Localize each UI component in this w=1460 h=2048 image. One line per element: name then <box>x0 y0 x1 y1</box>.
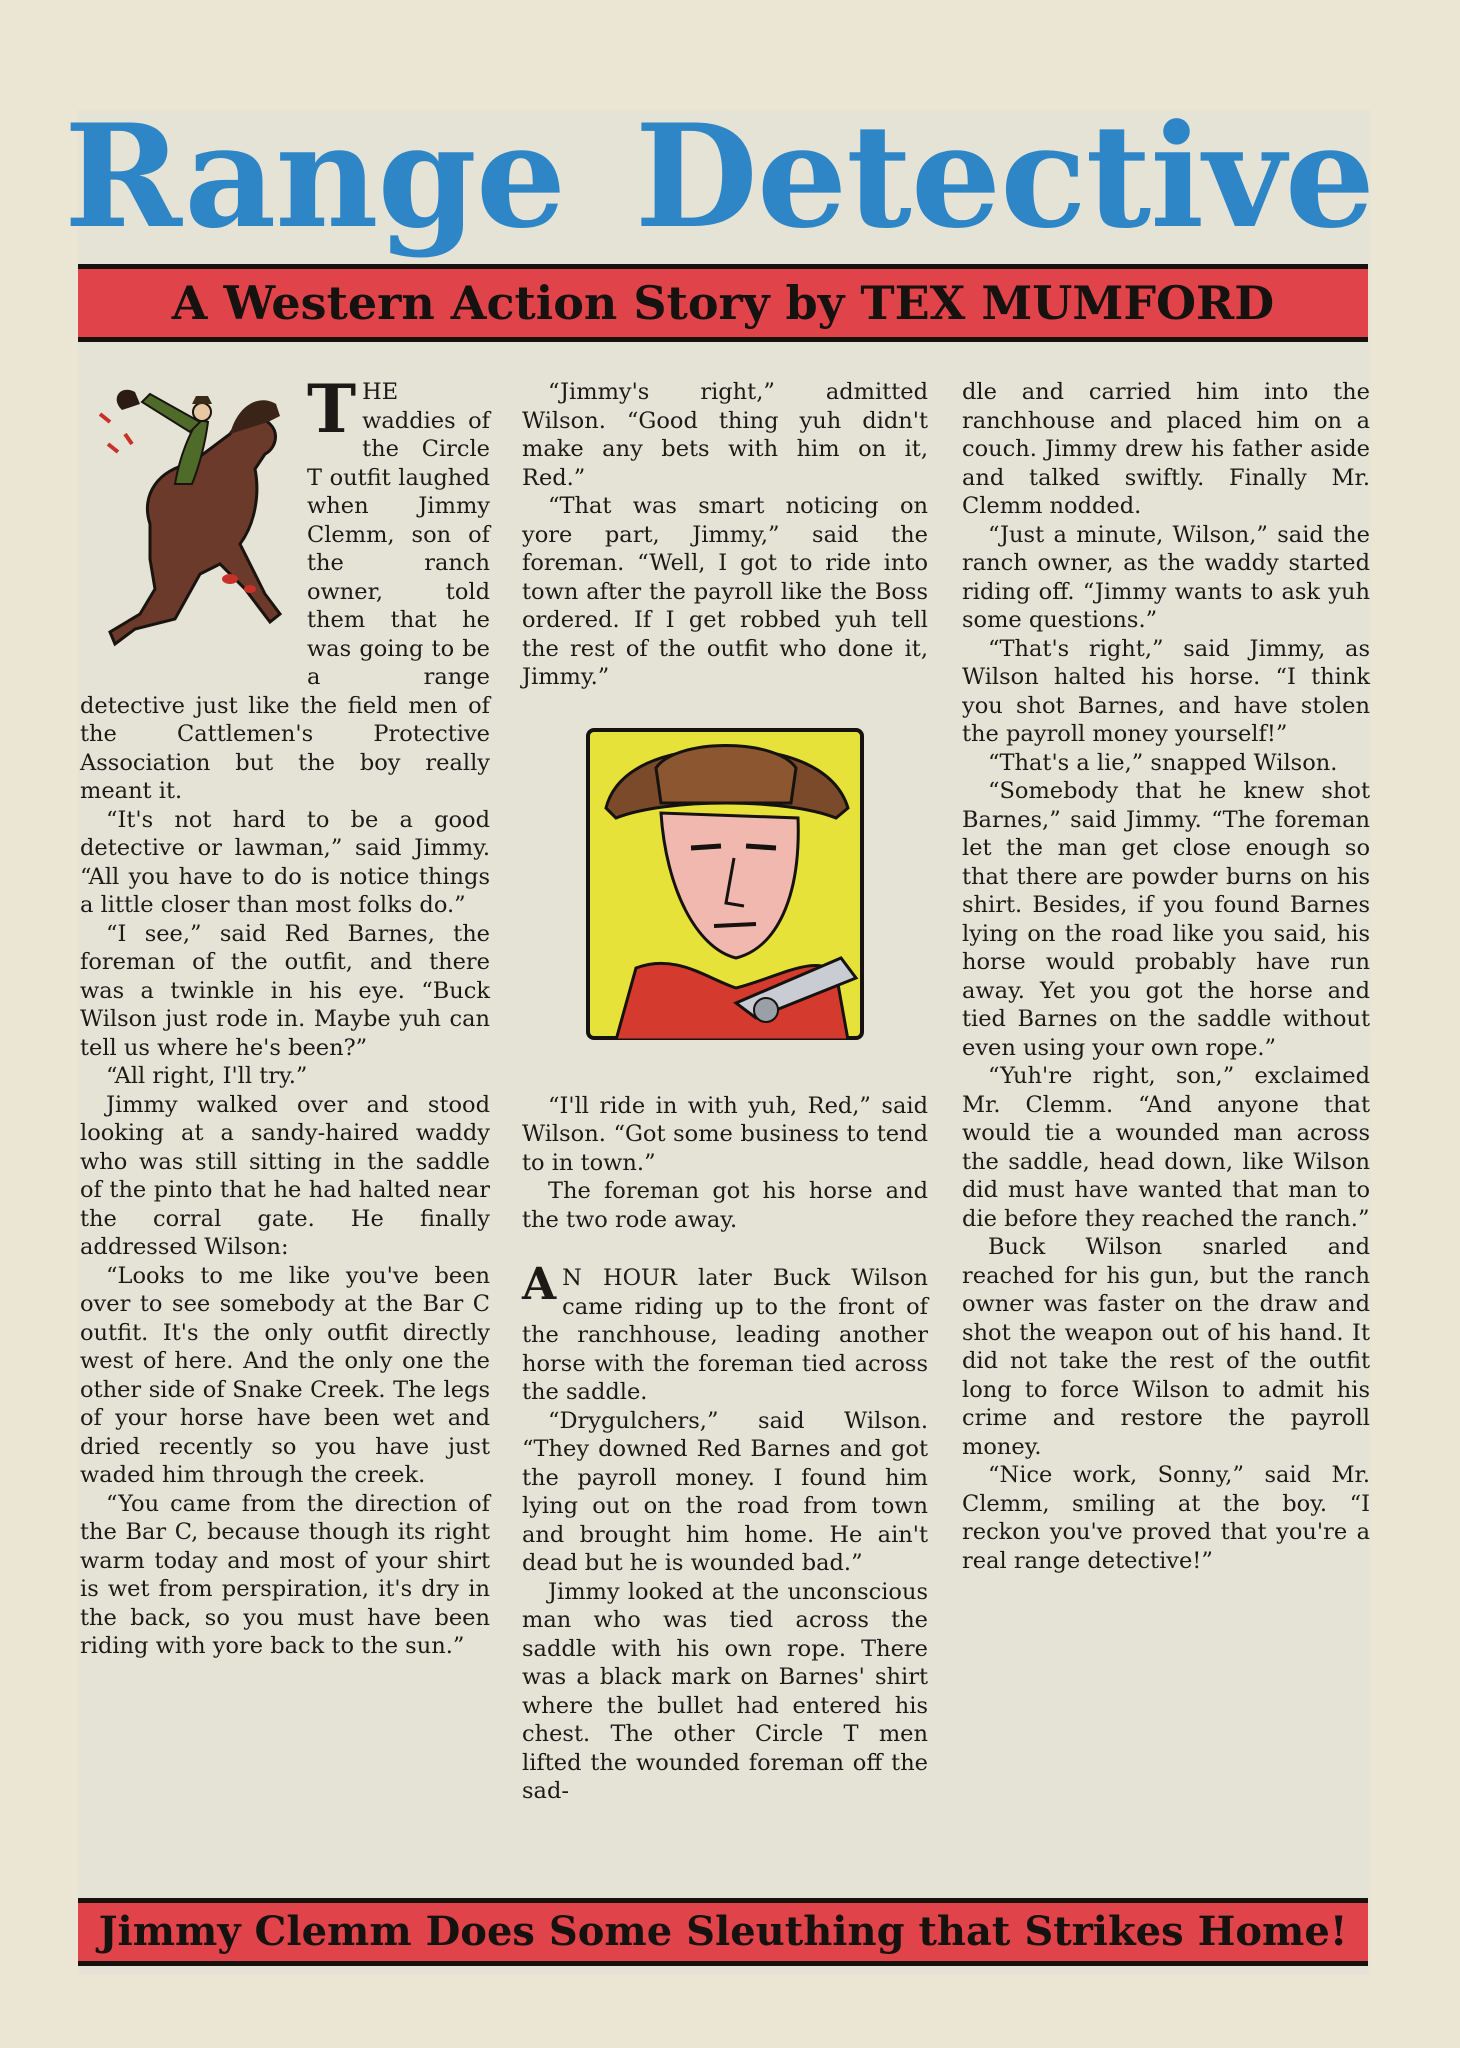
cowboy-on-horse-illustration <box>80 374 295 669</box>
col2-paragraph-7: Jimmy looked at the unconscious man who was tied across the saddle with his own rope. There was a black mark on Barnes' shirt where the bullet had entered his chest. The other Circle T men lifted the wounded foreman off the sad- <box>522 1578 928 1804</box>
title-word-detective: Detective <box>634 94 1374 260</box>
col1-p1-text: HE waddies of the Circle T outfit laughed when Jimmy Clemm, son of the ranch owner, told them that he was going to be a range detective just like the field men of the Cattlemen's Protective Association but the boy really meant it. <box>80 379 490 804</box>
col2-paragraph-2: “That was smart noticing on yore part, Jimmy,” said the foreman. “Well, I got to ride into town after the payroll like the Boss ordered. If I get robbed yuh tell the rest of the outfit who done it, Jimmy.” <box>522 493 928 690</box>
col1-paragraph-4: “All right, I'll try.” <box>106 1063 308 1089</box>
col1-paragraph-5: Jimmy walked over and stood looking at a sandy-haired waddy who was still sitting in the saddle of the pinto that he had halted near the corral gate. He finally addressed Wilson: <box>80 1091 490 1260</box>
dropcap-a: A <box>522 1259 557 1310</box>
col2-paragraph-3: “I'll ride in with yuh, Red,” said Wilson. “Got some business to tend to in town.” <box>522 1092 928 1176</box>
subtitle-banner <box>78 264 1368 342</box>
col2-paragraph-1: “Jimmy's right,” admitted Wilson. “Good thing yuh didn't make any bets with him on it, Red.” <box>522 379 928 491</box>
dropcap-t: T <box>307 370 357 448</box>
col3-paragraph-1: dle and carried him into the ranchhouse and placed him on a couch. Jimmy drew his father aside and talked swiftly. Finally Mr. Clemm nodded. <box>962 379 1370 519</box>
col2-paragraph-6: “Drygulchers,” said Wilson. “They downed Red Barnes and got the payroll money. I found him lying out on the road from town and brought him home. He ain't dead but he is wounded bad.” <box>522 1407 928 1576</box>
title-word-range: Range <box>64 94 566 260</box>
col3-paragraph-3: “That's right,” said Jimmy, as Wilson halted his horse. “I think you shot Barnes, and have stolen the payroll money yourself!” <box>962 635 1370 747</box>
text-column-2 <box>522 378 928 1806</box>
col2-paragraph-5 <box>522 1259 928 1407</box>
col3-paragraph-7: Buck Wilson snarled and reached for his gun, but the ranch owner was faster on the draw and shot the weapon out of his hand. It did not take the rest of the outfit long to force Wilson to admit his crime and restore the payroll money. <box>962 1234 1370 1460</box>
footer-banner-text: Jimmy Clemm Does Some Sleuthing that Strikes Home! <box>98 1908 1348 1955</box>
col1-paragraph-7: “You came from the direction of the Bar C, because though its right warm today and most of your shirt is wet from perspiration, it's dry in the back, so you must have been riding with yore back to the sun.” <box>80 1490 490 1659</box>
col3-paragraph-4: “That's a lie,” snapped Wilson. <box>988 749 1338 776</box>
col2-p5-text: N HOUR later Buck Wilson came riding up to the front of the ranchhouse, leading another horse with the foreman tied across the saddle. <box>522 1265 928 1405</box>
text-column-3 <box>962 378 1370 1575</box>
wilson-portrait-illustration <box>586 728 864 1040</box>
col1-paragraph-3: “I see,” said Red Barnes, the foreman of the outfit, and there was a twinkle in his eye. “Buck Wilson just rode in. Maybe yuh can tell us where he's been?” <box>80 920 490 1061</box>
story-title <box>64 94 1374 260</box>
col1-paragraph-6: “Looks to me like you've been over to see somebody at the Bar C outfit. It's the only outfit directly west of here. And the only one the other side of Snake Creek. The legs of your horse have been wet and dried recently so you have just waded him through the creek. <box>80 1262 490 1488</box>
subtitle-text: A Western Action Story by TEX MUMFORD <box>171 276 1275 330</box>
col2-paragraph-4: The foreman got his horse and the two rode away. <box>522 1178 928 1233</box>
footer-banner <box>78 1898 1368 1966</box>
col1-paragraph-2: “It's not hard to be a good detective or lawman,” said Jimmy. “All you have to do is notice things a little closer than most folks do.” <box>80 806 490 918</box>
col3-paragraph-6: “Yuh're right, son,” exclaimed Mr. Clemm. “And anyone that would tie a wounded man across the saddle, head down, like Wilson did must have wanted that man to die before they reached the ranch.” <box>962 1063 1370 1232</box>
col3-paragraph-5: “Somebody that he knew shot Barnes,” said Jimmy. “The foreman let the man get close enough so that there are powder burns on his shirt. Besides, if you found Barnes lying on the road like you said, his horse would probably have run away. Yet you got the horse and tied Barnes on the saddle without even using your own rope.” <box>962 778 1370 1061</box>
section-break <box>522 1234 928 1264</box>
col3-paragraph-8: “Nice work, Sonny,” said Mr. Clemm, smiling at the boy. “I reckon you've proved that you're a real range detective!” <box>962 1462 1370 1574</box>
col3-paragraph-2: “Just a minute, Wilson,” said the ranch owner, as the waddy started riding off. “Jimmy wants to ask yuh some questions.” <box>962 521 1370 633</box>
text-column-1 <box>80 370 490 1661</box>
